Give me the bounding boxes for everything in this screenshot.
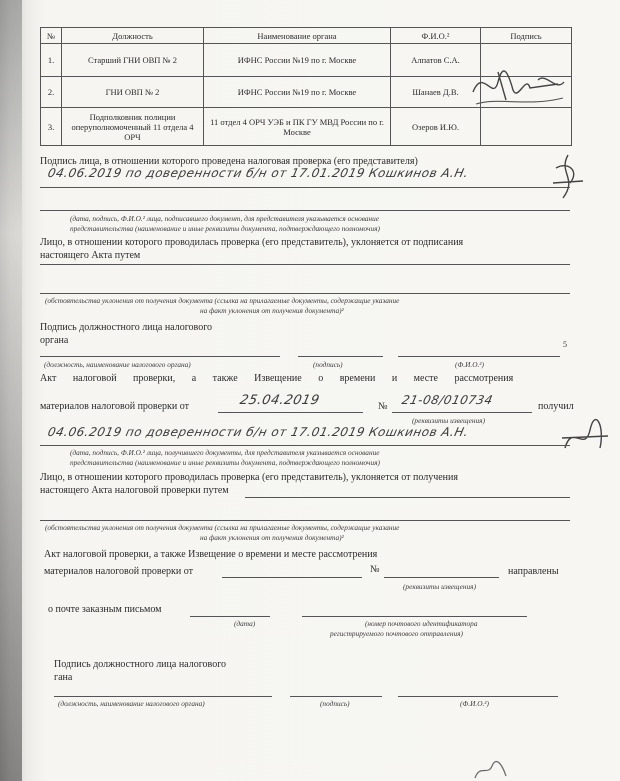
caption-mail-registered: регистрируемого почтового отправления) bbox=[330, 629, 463, 638]
official-signature-label-bottom-2: гана bbox=[54, 672, 73, 683]
number-label: № bbox=[378, 401, 388, 412]
signature-caption-title: Подпись лица, в отношении которого проведена налоговая проверка (его представителя) bbox=[40, 156, 418, 167]
table-header-row bbox=[41, 28, 572, 44]
cell-num: 1. bbox=[41, 44, 62, 77]
cell-position: Старший ГНИ ОВП № 2 bbox=[62, 44, 204, 77]
col-header-position: Должность bbox=[62, 28, 204, 44]
handwritten-number: 21-08/010734 bbox=[400, 393, 495, 407]
handwritten-date: 25.04.2019 bbox=[238, 393, 322, 408]
caption-evasion-receipt-circumstances: (обстоятельства уклонения от получения документа (ссылка на прилагаемые документы, содержащие указание bbox=[45, 523, 400, 532]
caption-signature-bottom: (подпись) bbox=[320, 699, 350, 708]
caption-representation: представительства (наименование и иные реквизиты документа, подтверждающего полномочия) bbox=[70, 224, 380, 233]
col-header-fio: Ф.И.О.² bbox=[391, 28, 481, 44]
mail-label: о почте заказным письмом bbox=[48, 604, 162, 615]
cell-position: ГНИ ОВП № 2 bbox=[62, 77, 204, 108]
signature-scribble bbox=[468, 62, 568, 112]
page-mark-scribble bbox=[470, 760, 510, 780]
caption-position-bottom: (должность, наименование налогового органа) bbox=[58, 699, 205, 708]
cell-organ: ИФНС России №19 по г. Москве bbox=[204, 44, 391, 77]
act-sent-line2: материалов налоговой проверки от bbox=[44, 566, 193, 577]
cell-organ: 11 отдел 4 ОРЧ УЭБ и ПК ГУ МВД России по г. Москве bbox=[204, 108, 391, 146]
cell-fio: Шанаев Д.В. bbox=[391, 77, 481, 108]
scan-shadow bbox=[0, 0, 22, 781]
cell-fio: Алпатов С.А. bbox=[391, 44, 481, 77]
signature-scribble bbox=[548, 153, 588, 203]
cell-organ: ИФНС России №19 по г. Москве bbox=[204, 77, 391, 108]
caption-fio: (Ф.И.О.²) bbox=[455, 360, 484, 369]
caption-mail-id: (номер почтового идентификатора bbox=[365, 619, 478, 628]
official-signature-label-bottom: Подпись должностного лица налогового bbox=[54, 659, 227, 670]
signature-scribble bbox=[560, 418, 610, 458]
handwritten-representative-note: 04.06.2019 по доверенности б/н от 17.01.2019 Кошкинов А.Н. bbox=[46, 166, 470, 180]
caption-evasion-circumstances: (обстоятельства уклонения от получения документа (ссылка на прилагаемые документы, содержащие указание bbox=[45, 296, 400, 305]
caption-position: (должность, наименование налогового органа) bbox=[44, 360, 191, 369]
evasion-receipt-line2: настоящего Акта налоговой проверки путем bbox=[40, 485, 229, 496]
cell-signature bbox=[481, 108, 572, 146]
caption-evasion-receipt-fact: на факт уклонения от получения документа)² bbox=[200, 533, 344, 542]
col-header-num: № bbox=[41, 28, 62, 44]
table-row bbox=[41, 108, 572, 146]
cell-fio: Озеров И.Ю. bbox=[391, 108, 481, 146]
handwritten-receipt-note: 04.06.2019 по доверенности б/н от 17.01.2019 Кошкинов А.Н. bbox=[46, 425, 470, 439]
act-received-line2: материалов налоговой проверки от bbox=[40, 401, 189, 412]
caption-fio-bottom: (Ф.И.О.²) bbox=[460, 699, 489, 708]
official-signature-label-2: органа bbox=[40, 335, 69, 346]
sent-number-label: № bbox=[370, 564, 380, 575]
caption-receipt-representation: представительства (наименование и иные реквизиты документа, подтверждающего полномочия) bbox=[70, 458, 380, 467]
caption-signature: (подпись) bbox=[313, 360, 343, 369]
caption-evasion-fact: на факт уклонения от получения документа)² bbox=[200, 306, 344, 315]
evasion-text-line2: настоящего Акта путем bbox=[40, 250, 141, 261]
cell-position: Подполковник полиции оперуполномоченный 11 отдела 4 ОРЧ bbox=[62, 108, 204, 146]
cell-num: 3. bbox=[41, 108, 62, 146]
official-signature-label: Подпись должностного лица налогового bbox=[40, 322, 213, 333]
received-label: получил bbox=[538, 401, 574, 412]
evasion-text-line1: Лицо, в отношении которого проводилась проверка (его представитель), уклоняется от подписания bbox=[40, 237, 464, 248]
act-received-line1: Акт налоговой проверки, а также Извещение о времени и месте рассмотрения bbox=[40, 373, 514, 384]
caption-sent-requisites: (реквизиты извещения) bbox=[403, 582, 476, 591]
col-header-signature: Подпись bbox=[481, 28, 572, 44]
col-header-organ: Наименование органа bbox=[204, 28, 391, 44]
caption-mail-date: (дата) bbox=[234, 619, 256, 628]
cell-num: 2. bbox=[41, 77, 62, 108]
sent-label: направлены bbox=[508, 566, 559, 577]
evasion-receipt-line1: Лицо, в отношении которого проводилась проверка (его представитель), уклоняется от получения bbox=[40, 472, 458, 483]
act-sent-line1: Акт налоговой проверки, а также Извещение о времени и месте рассмотрения bbox=[44, 549, 378, 560]
caption-date-signature: (дата, подпись, Ф.И.О.² лица, подписавшего документ, для представителя указывается основание bbox=[70, 214, 380, 223]
footnote-mark: 5 bbox=[563, 340, 567, 349]
caption-requisites: (реквизиты извещения) bbox=[412, 416, 485, 425]
caption-receipt-signature: (дата, подпись, Ф.И.О.² лица, получившего документы, для представителя указывается основание bbox=[70, 448, 380, 457]
